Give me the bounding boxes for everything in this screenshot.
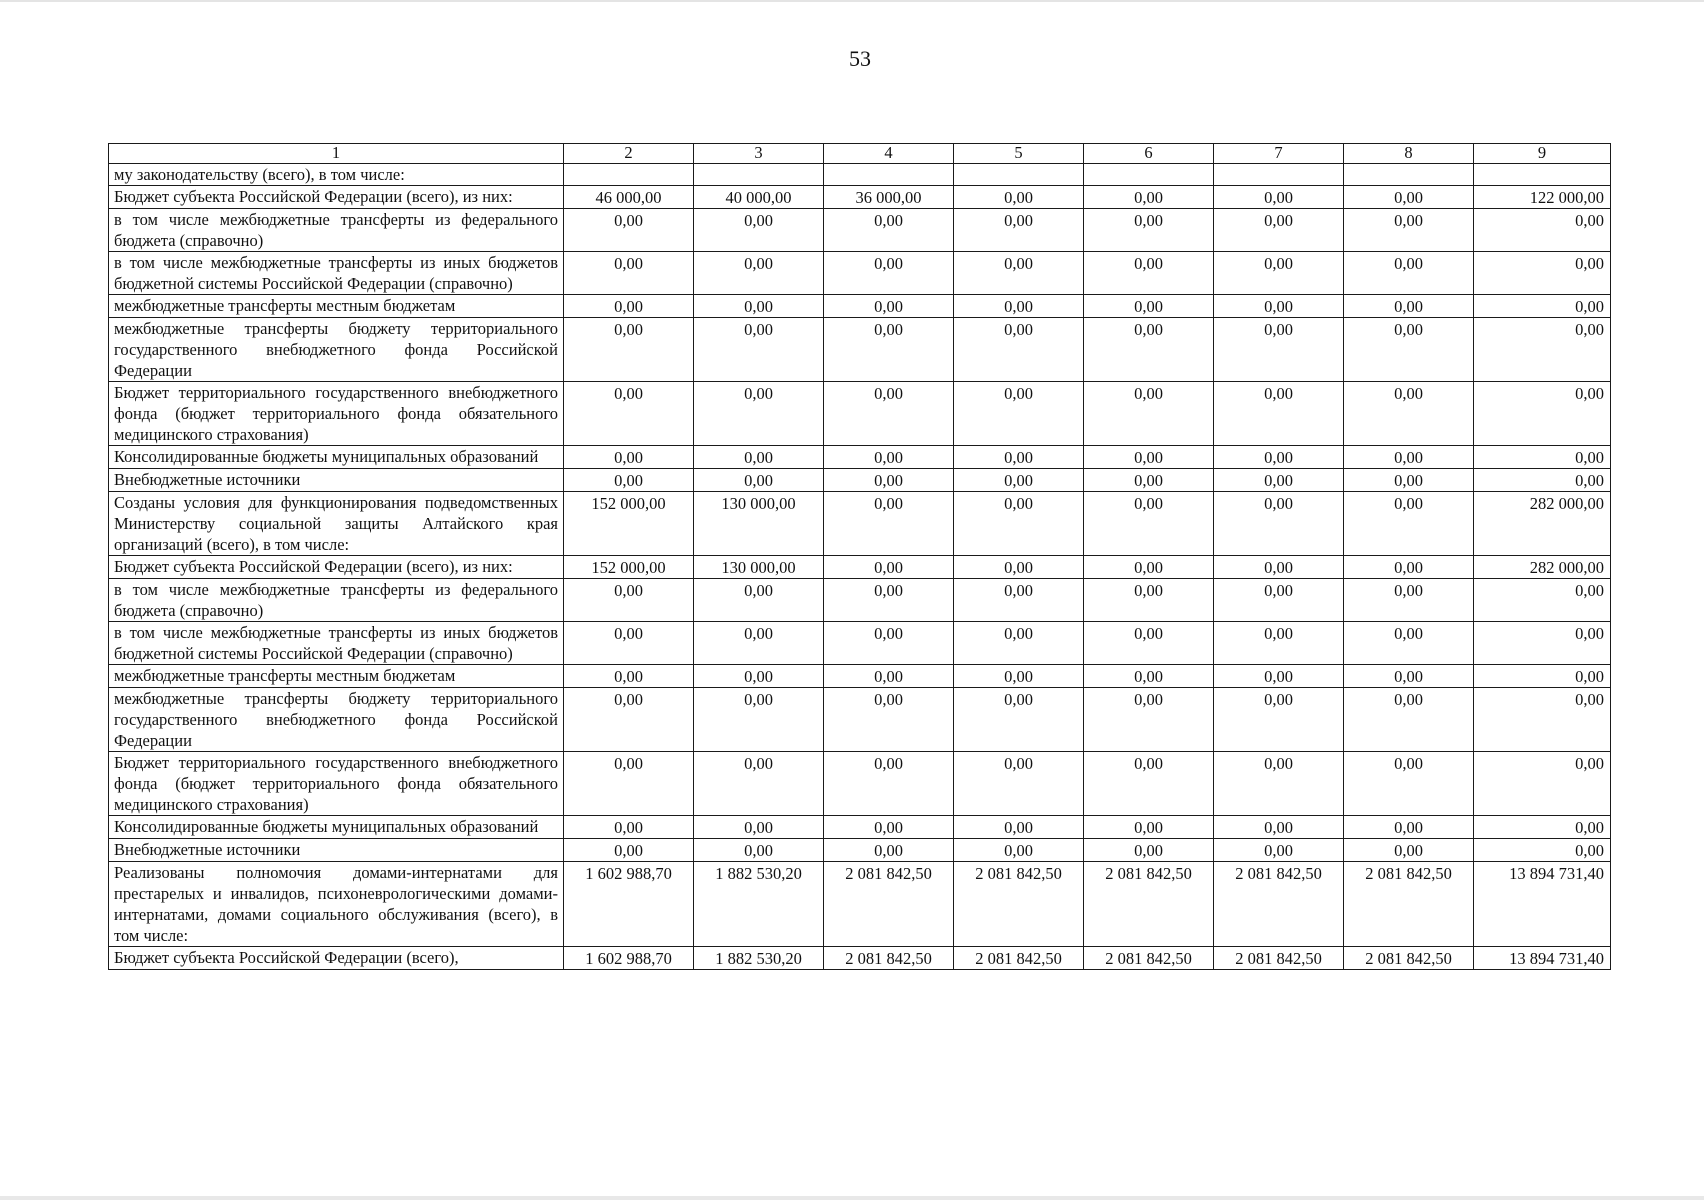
value-cell: 0,00 <box>1214 556 1344 579</box>
value-cell: 1 882 530,20 <box>694 862 824 947</box>
value-cell: 1 602 988,70 <box>564 947 694 970</box>
value-cell: 0,00 <box>694 209 824 252</box>
value-cell: 0,00 <box>694 622 824 665</box>
value-cell: 0,00 <box>824 556 954 579</box>
table-body <box>109 164 1611 970</box>
value-cell: 0,00 <box>954 556 1084 579</box>
value-cell: 2 081 842,50 <box>824 862 954 947</box>
row-total-cell: 0,00 <box>1474 688 1611 752</box>
value-cell: 0,00 <box>1214 186 1344 209</box>
row-total-cell: 0,00 <box>1474 469 1611 492</box>
value-cell: 0,00 <box>564 209 694 252</box>
value-cell: 0,00 <box>1084 469 1214 492</box>
value-cell: 0,00 <box>954 816 1084 839</box>
row-label: межбюджетные трансферты местным бюджетам <box>109 665 564 688</box>
value-cell: 0,00 <box>1214 816 1344 839</box>
table-row <box>109 469 1611 492</box>
row-label: в том числе межбюджетные трансферты из иных бюджетов бюджетной системы Российской Федерации (справочно) <box>109 252 564 295</box>
value-cell: 0,00 <box>1084 295 1214 318</box>
value-cell: 0,00 <box>824 816 954 839</box>
column-header: 1 <box>109 144 564 164</box>
value-cell: 0,00 <box>1344 382 1474 446</box>
table-row <box>109 839 1611 862</box>
value-cell: 0,00 <box>694 816 824 839</box>
value-cell: 0,00 <box>694 318 824 382</box>
value-cell: 0,00 <box>1214 469 1344 492</box>
value-cell: 0,00 <box>824 209 954 252</box>
row-label: Внебюджетные источники <box>109 839 564 862</box>
value-cell: 0,00 <box>1084 752 1214 816</box>
value-cell <box>694 164 824 186</box>
value-cell: 0,00 <box>694 579 824 622</box>
value-cell: 0,00 <box>1084 665 1214 688</box>
row-total-cell: 0,00 <box>1474 318 1611 382</box>
value-cell: 130 000,00 <box>694 492 824 556</box>
value-cell: 0,00 <box>1344 579 1474 622</box>
value-cell: 0,00 <box>1084 446 1214 469</box>
value-cell: 0,00 <box>564 816 694 839</box>
value-cell: 0,00 <box>1084 579 1214 622</box>
value-cell: 1 602 988,70 <box>564 862 694 947</box>
value-cell: 0,00 <box>1344 492 1474 556</box>
value-cell: 0,00 <box>564 295 694 318</box>
value-cell: 0,00 <box>824 622 954 665</box>
row-label: Внебюджетные источники <box>109 469 564 492</box>
row-total-cell: 282 000,00 <box>1474 492 1611 556</box>
column-header: 4 <box>824 144 954 164</box>
row-total-cell: 122 000,00 <box>1474 186 1611 209</box>
column-header: 9 <box>1474 144 1611 164</box>
value-cell: 0,00 <box>694 382 824 446</box>
value-cell: 0,00 <box>954 382 1084 446</box>
value-cell: 0,00 <box>564 752 694 816</box>
value-cell: 0,00 <box>1344 622 1474 665</box>
value-cell: 0,00 <box>954 579 1084 622</box>
value-cell: 2 081 842,50 <box>824 947 954 970</box>
row-label: межбюджетные трансферты местным бюджетам <box>109 295 564 318</box>
value-cell: 0,00 <box>824 492 954 556</box>
value-cell: 0,00 <box>1214 839 1344 862</box>
value-cell <box>824 164 954 186</box>
value-cell: 1 882 530,20 <box>694 947 824 970</box>
table-row <box>109 816 1611 839</box>
row-total-cell: 0,00 <box>1474 382 1611 446</box>
value-cell: 0,00 <box>1344 556 1474 579</box>
value-cell: 46 000,00 <box>564 186 694 209</box>
table-row <box>109 622 1611 665</box>
table-row <box>109 556 1611 579</box>
value-cell: 0,00 <box>1214 622 1344 665</box>
value-cell: 0,00 <box>824 382 954 446</box>
row-label: Консолидированные бюджеты муниципальных образований <box>109 816 564 839</box>
row-total-cell: 0,00 <box>1474 252 1611 295</box>
row-total-cell: 0,00 <box>1474 665 1611 688</box>
row-total-cell <box>1474 164 1611 186</box>
table-row <box>109 295 1611 318</box>
value-cell: 40 000,00 <box>694 186 824 209</box>
row-label: му законодательству (всего), в том числе: <box>109 164 564 186</box>
value-cell: 0,00 <box>954 318 1084 382</box>
row-label: межбюджетные трансферты бюджету территориального государственного внебюджетного фонда Российской Федерации <box>109 688 564 752</box>
table-row <box>109 382 1611 446</box>
value-cell: 2 081 842,50 <box>1344 947 1474 970</box>
table-row <box>109 492 1611 556</box>
table-row <box>109 318 1611 382</box>
row-label: в том числе межбюджетные трансферты из федерального бюджета (справочно) <box>109 209 564 252</box>
column-header: 7 <box>1214 144 1344 164</box>
value-cell <box>564 164 694 186</box>
value-cell: 0,00 <box>564 252 694 295</box>
value-cell: 0,00 <box>824 318 954 382</box>
value-cell: 0,00 <box>954 252 1084 295</box>
value-cell: 0,00 <box>1084 492 1214 556</box>
value-cell: 152 000,00 <box>564 492 694 556</box>
value-cell: 2 081 842,50 <box>1214 862 1344 947</box>
table-row <box>109 688 1611 752</box>
column-header: 3 <box>694 144 824 164</box>
value-cell: 0,00 <box>824 665 954 688</box>
row-total-cell: 0,00 <box>1474 752 1611 816</box>
row-total-cell: 282 000,00 <box>1474 556 1611 579</box>
value-cell: 0,00 <box>1344 186 1474 209</box>
row-label: Созданы условия для функционирования подведомственных Министерству социальной защиты Алтайского края организаций (всего), в том числе: <box>109 492 564 556</box>
value-cell: 0,00 <box>954 469 1084 492</box>
value-cell: 0,00 <box>564 318 694 382</box>
value-cell: 0,00 <box>1344 816 1474 839</box>
value-cell: 0,00 <box>564 839 694 862</box>
row-label: Консолидированные бюджеты муниципальных образований <box>109 446 564 469</box>
value-cell: 0,00 <box>1344 252 1474 295</box>
value-cell: 0,00 <box>1214 446 1344 469</box>
value-cell: 0,00 <box>564 622 694 665</box>
value-cell: 0,00 <box>564 469 694 492</box>
value-cell: 0,00 <box>1084 622 1214 665</box>
value-cell: 0,00 <box>1084 688 1214 752</box>
scan-edge-top <box>0 0 1704 2</box>
row-label: Бюджет субъекта Российской Федерации (всего), из них: <box>109 556 564 579</box>
table-row <box>109 862 1611 947</box>
value-cell: 0,00 <box>1084 318 1214 382</box>
value-cell: 0,00 <box>954 665 1084 688</box>
table-row <box>109 186 1611 209</box>
value-cell: 0,00 <box>1084 556 1214 579</box>
value-cell: 0,00 <box>954 209 1084 252</box>
value-cell: 0,00 <box>694 839 824 862</box>
table-row <box>109 164 1611 186</box>
value-cell <box>1084 164 1214 186</box>
budget-table <box>108 143 1611 970</box>
value-cell: 36 000,00 <box>824 186 954 209</box>
value-cell: 0,00 <box>564 665 694 688</box>
value-cell: 0,00 <box>1084 209 1214 252</box>
value-cell: 0,00 <box>1214 752 1344 816</box>
table-row <box>109 665 1611 688</box>
value-cell: 0,00 <box>1344 446 1474 469</box>
value-cell: 130 000,00 <box>694 556 824 579</box>
row-label: Бюджет субъекта Российской Федерации (всего), <box>109 947 564 970</box>
value-cell: 152 000,00 <box>564 556 694 579</box>
value-cell: 0,00 <box>1344 209 1474 252</box>
value-cell <box>1214 164 1344 186</box>
value-cell: 0,00 <box>694 295 824 318</box>
page-number: 53 <box>849 46 871 71</box>
column-header: 6 <box>1084 144 1214 164</box>
value-cell: 0,00 <box>824 469 954 492</box>
column-header: 5 <box>954 144 1084 164</box>
row-total-cell: 0,00 <box>1474 209 1611 252</box>
row-total-cell: 0,00 <box>1474 622 1611 665</box>
value-cell: 0,00 <box>824 688 954 752</box>
row-label: межбюджетные трансферты бюджету территориального государственного внебюджетного фонда Российской Федерации <box>109 318 564 382</box>
value-cell: 0,00 <box>694 446 824 469</box>
value-cell: 0,00 <box>824 839 954 862</box>
row-label: Реализованы полномочия домами-интернатами для престарелых и инвалидов, психоневрологическими домами-интернатами, домами социального обслуживания (всего), в том числе: <box>109 862 564 947</box>
value-cell: 0,00 <box>954 295 1084 318</box>
value-cell: 0,00 <box>1344 295 1474 318</box>
value-cell: 0,00 <box>564 579 694 622</box>
value-cell <box>1344 164 1474 186</box>
row-total-cell: 0,00 <box>1474 839 1611 862</box>
value-cell: 2 081 842,50 <box>954 862 1084 947</box>
value-cell: 0,00 <box>1214 318 1344 382</box>
value-cell: 0,00 <box>564 688 694 752</box>
value-cell: 0,00 <box>1214 252 1344 295</box>
row-total-cell: 13 894 731,40 <box>1474 947 1611 970</box>
value-cell: 0,00 <box>954 839 1084 862</box>
table-header-row <box>109 144 1611 164</box>
column-header: 2 <box>564 144 694 164</box>
value-cell: 0,00 <box>1084 382 1214 446</box>
row-total-cell: 0,00 <box>1474 579 1611 622</box>
value-cell: 0,00 <box>1084 839 1214 862</box>
value-cell: 0,00 <box>1344 839 1474 862</box>
value-cell: 0,00 <box>954 622 1084 665</box>
value-cell: 0,00 <box>564 446 694 469</box>
value-cell: 0,00 <box>824 446 954 469</box>
value-cell: 0,00 <box>824 579 954 622</box>
scan-edge-bottom <box>0 1196 1704 1200</box>
value-cell: 0,00 <box>1084 816 1214 839</box>
value-cell: 0,00 <box>694 688 824 752</box>
value-cell: 0,00 <box>954 752 1084 816</box>
value-cell: 0,00 <box>954 186 1084 209</box>
value-cell: 0,00 <box>1214 492 1344 556</box>
row-label: Бюджет территориального государственного внебюджетного фонда (бюджет территориального фонда обязательного медицинского страхования) <box>109 752 564 816</box>
table-row <box>109 752 1611 816</box>
row-total-cell: 0,00 <box>1474 295 1611 318</box>
value-cell: 0,00 <box>1084 186 1214 209</box>
value-cell: 0,00 <box>1214 688 1344 752</box>
value-cell: 0,00 <box>694 665 824 688</box>
column-header: 8 <box>1344 144 1474 164</box>
row-total-cell: 0,00 <box>1474 446 1611 469</box>
value-cell: 0,00 <box>1214 209 1344 252</box>
value-cell: 0,00 <box>1344 752 1474 816</box>
row-total-cell: 13 894 731,40 <box>1474 862 1611 947</box>
value-cell: 0,00 <box>1214 295 1344 318</box>
value-cell: 0,00 <box>954 446 1084 469</box>
value-cell: 0,00 <box>954 492 1084 556</box>
row-label: Бюджет субъекта Российской Федерации (всего), из них: <box>109 186 564 209</box>
value-cell: 0,00 <box>1214 665 1344 688</box>
value-cell: 2 081 842,50 <box>1344 862 1474 947</box>
table-row <box>109 947 1611 970</box>
row-label: в том числе межбюджетные трансферты из федерального бюджета (справочно) <box>109 579 564 622</box>
row-total-cell: 0,00 <box>1474 816 1611 839</box>
value-cell: 2 081 842,50 <box>954 947 1084 970</box>
value-cell: 0,00 <box>824 252 954 295</box>
value-cell: 0,00 <box>1214 579 1344 622</box>
value-cell: 0,00 <box>1084 252 1214 295</box>
value-cell: 0,00 <box>824 752 954 816</box>
value-cell: 0,00 <box>1214 382 1344 446</box>
value-cell: 0,00 <box>694 469 824 492</box>
table-row <box>109 446 1611 469</box>
value-cell: 0,00 <box>1344 469 1474 492</box>
value-cell: 2 081 842,50 <box>1084 947 1214 970</box>
value-cell: 2 081 842,50 <box>1084 862 1214 947</box>
value-cell: 0,00 <box>1344 665 1474 688</box>
table-row <box>109 579 1611 622</box>
value-cell: 0,00 <box>824 295 954 318</box>
value-cell: 0,00 <box>1344 688 1474 752</box>
row-label: в том числе межбюджетные трансферты из иных бюджетов бюджетной системы Российской Федерации (справочно) <box>109 622 564 665</box>
row-label: Бюджет территориального государственного внебюджетного фонда (бюджет территориального фонда обязательного медицинского страхования) <box>109 382 564 446</box>
value-cell: 0,00 <box>694 252 824 295</box>
table-row <box>109 252 1611 295</box>
value-cell: 0,00 <box>954 688 1084 752</box>
value-cell: 2 081 842,50 <box>1214 947 1344 970</box>
value-cell: 0,00 <box>564 382 694 446</box>
value-cell <box>954 164 1084 186</box>
value-cell: 0,00 <box>1344 318 1474 382</box>
table-row <box>109 209 1611 252</box>
value-cell: 0,00 <box>694 752 824 816</box>
